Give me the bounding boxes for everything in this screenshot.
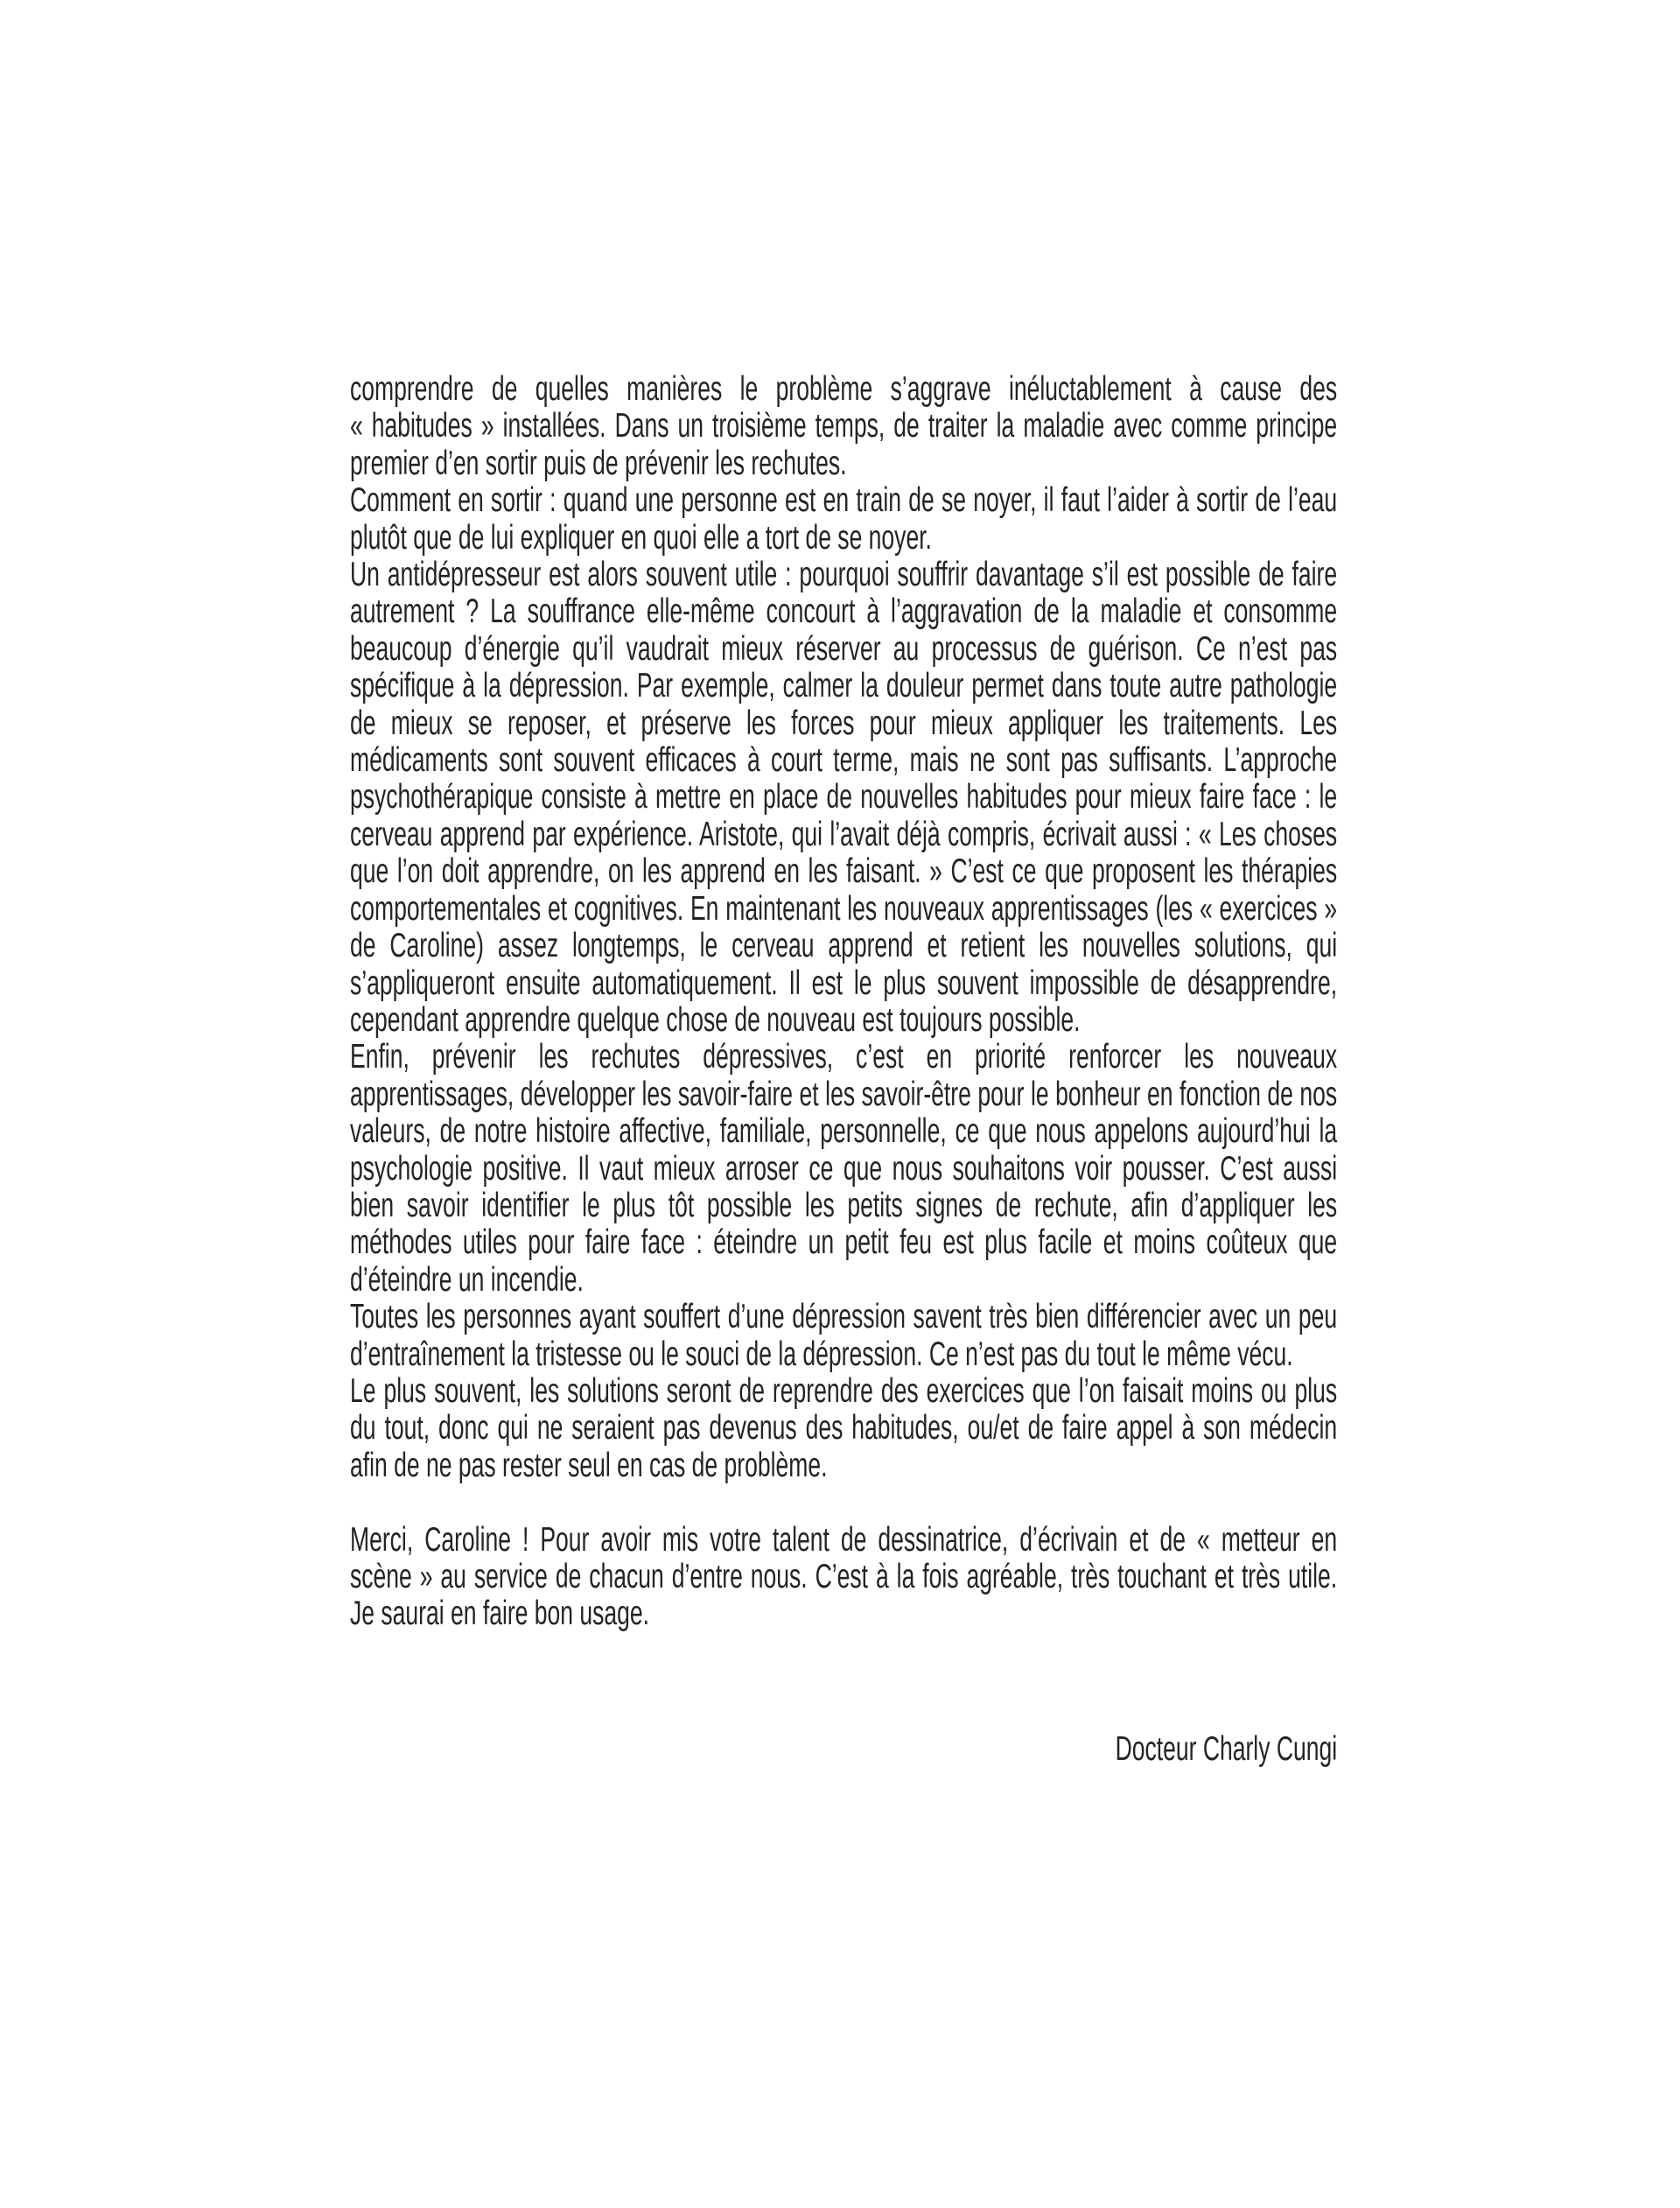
- preface-paragraph: Le plus souvent, les solutions seront de reprendre des exercices que l’on faisait moins ou plus du tout, donc qui ne seraient pas devenus des habitudes, ou/et de faire appel à son médecin afin de ne pas rester seul en cas de problème.: [350, 1371, 1338, 1484]
- preface-text: [350, 371, 1337, 1768]
- preface-paragraph: Toutes les personnes ayant souffert d’une dépression savent très bien différencier avec un peu d’entraînement la tristesse ou le souci de la dépression. Ce n’est pas du tout le même vécu.: [350, 1298, 1338, 1373]
- preface-paragraph: Merci, Caroline ! Pour avoir mis votre talent de dessinatrice, d’écrivain et de « metteur en scène » au service de chacun d’entre nous. C’est à la fois agréable, très touchant et très utile. Je saurai en faire bon usage.: [350, 1520, 1338, 1633]
- preface-paragraph: Enfin, prévenir les rechutes dépressives, c’est en priorité renforcer les nouveaux apprentissages, développer les savoir-faire et les savoir-être pour le bonheur en fonction de nos valeurs, de notre histoire affective, familiale, personnelle, ce que nous appelons aujourd’hui la psychologie positive. Il vaut mieux arroser ce que nous souhaitons voir pousser. C’est aussi bien savoir identifier le plus tôt possible les petits signes de rechute, afin d’appliquer les méthodes utiles pour faire face : éteindre un petit feu est plus facile et moins coûteux que d’éteindre un incendie.: [350, 1038, 1338, 1299]
- preface-paragraph: Un antidépresseur est alors souvent utile : pourquoi souffrir davantage s’il est possible de faire autrement ? La souffrance elle-même concourt à l’aggravation de la maladie et consomme beaucoup d’énergie qu’il vaudrait mieux réserver au processus de guérison. Ce n’est pas spécifique à la dépression. Par exemple, calmer la douleur permet dans toute autre pathologie de mieux se reposer, et préserve les forces pour mieux appliquer les traitements. Les médicaments sont souvent efficaces à court terme, mais ne sont pas suffisants. L’approche psychothérapique consiste à mettre en place de nouvelles habitudes pour mieux faire face : le cerveau apprend par expérience. Aristote, qui l’avait déjà compris, écrivait aussi : « Les choses que l’on doit apprendre, on les apprend en les faisant. » C’est ce que proposent les thérapies comportementales et cognitives. En maintenant les nouveaux apprentissages (les « exercices » de Caroline) assez longtemps, le cerveau apprend et retient les nouvelles solutions, qui s’appliqueront ensuite automatiquement. Il est le plus souvent impossible de désapprendre, cependant apprendre quelque chose de nouveau est toujours possible.: [350, 556, 1338, 1039]
- preface-paragraph: comprendre de quelles manières le problème s’aggrave inéluctablement à cause des « habitudes » installées. Dans un troisième temps, de traiter la maladie avec comme principe premier d’en sortir puis de prévenir les rechutes.: [350, 370, 1338, 482]
- preface-paragraphs: [350, 371, 1337, 1633]
- signature: Docteur Charly Cungi: [1115, 1729, 1338, 1768]
- preface-text-block: [350, 371, 1337, 1768]
- preface-paragraph: Comment en sortir : quand une personne est en train de se noyer, il faut l’aider à sortir de l’eau plutôt que de lui expliquer en quoi elle a tort de se noyer.: [350, 481, 1338, 557]
